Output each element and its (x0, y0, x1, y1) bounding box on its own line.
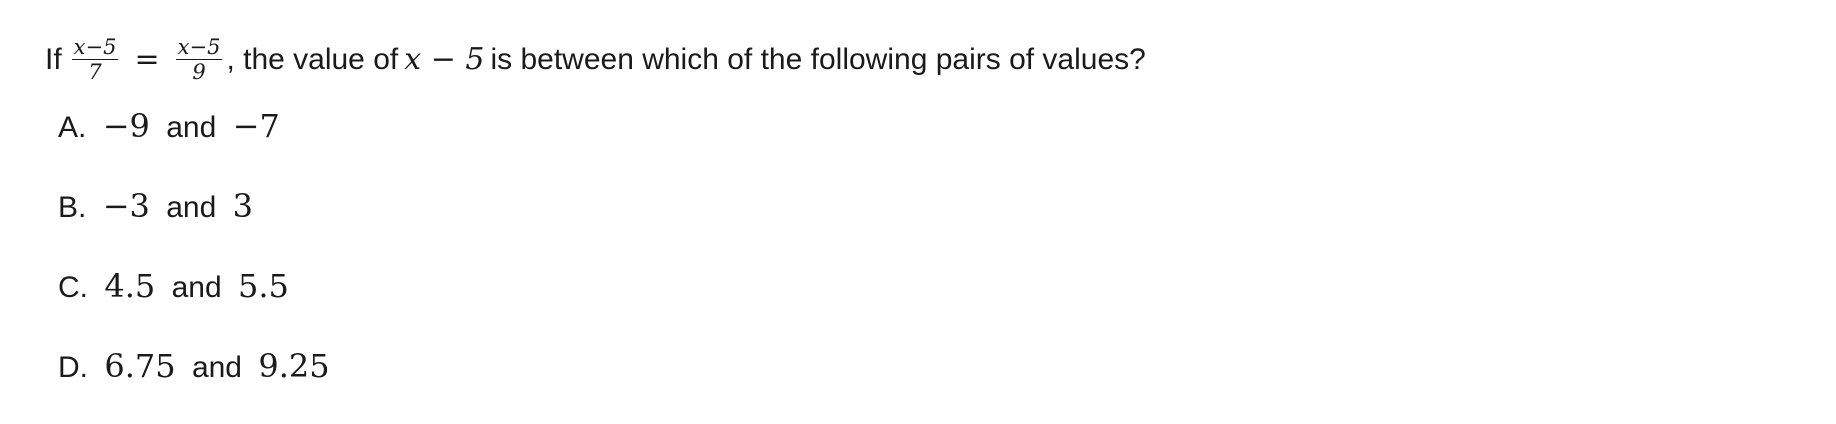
option-d[interactable] (58, 344, 330, 424)
option-letter: B. (58, 191, 87, 224)
option-letter: A. (58, 111, 87, 144)
option-conjunction: and (166, 111, 217, 144)
rhs-fraction (176, 36, 223, 83)
option-conjunction: and (166, 191, 217, 224)
question-suffix: is between which of the following pairs of values? (490, 42, 1146, 76)
option-high-value: 9.25 (258, 347, 330, 385)
option-c[interactable] (58, 264, 330, 344)
answer-options (58, 104, 330, 424)
option-low-value: −3 (102, 187, 150, 225)
option-low-value: 4.5 (104, 267, 156, 305)
option-letter: D. (58, 351, 88, 384)
rhs-numerator: x−5 (177, 35, 221, 59)
lhs-denominator: 7 (88, 60, 102, 84)
option-low-value: −9 (102, 107, 150, 145)
option-conjunction: and (191, 351, 242, 384)
question-expression: x − 5 (404, 41, 485, 77)
question-stem (45, 36, 1146, 83)
option-high-value: 5.5 (237, 267, 289, 305)
option-high-value: 3 (232, 187, 253, 225)
lhs-numerator: x−5 (73, 35, 117, 59)
lhs-fraction (72, 36, 119, 83)
equals-sign: = (134, 41, 160, 77)
question-prefix: If (45, 42, 62, 76)
option-b[interactable] (58, 184, 330, 264)
option-high-value: −7 (232, 107, 280, 145)
rhs-denominator: 9 (192, 60, 206, 84)
option-a[interactable] (58, 104, 330, 184)
question-mid-text: , the value of (226, 42, 399, 76)
option-low-value: 6.75 (104, 347, 176, 385)
option-conjunction: and (171, 271, 222, 304)
option-letter: C. (58, 271, 88, 304)
